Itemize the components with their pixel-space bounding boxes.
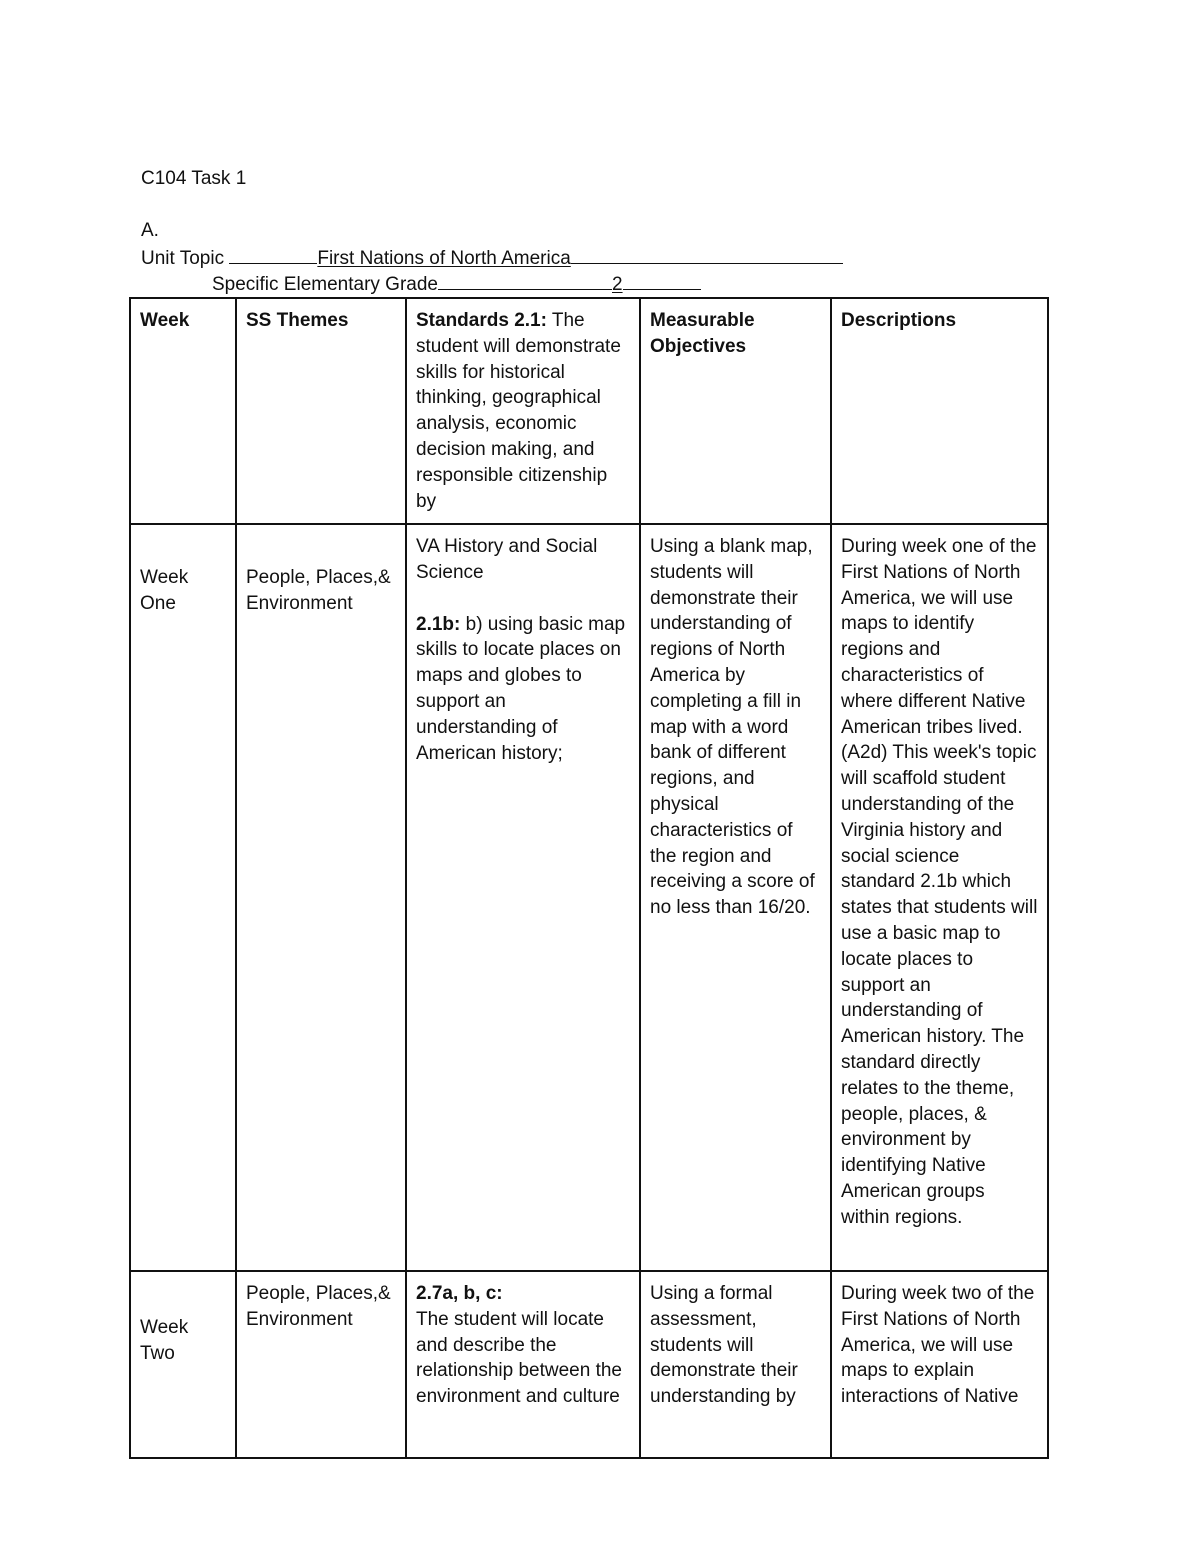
week-cell: Week One [130, 524, 236, 1271]
standard-cell [406, 524, 640, 1271]
unit-plan-table [129, 297, 1049, 1459]
grade-label: Specific Elementary Grade [212, 274, 438, 295]
section-label: A. [141, 220, 159, 241]
blank-line [571, 246, 843, 264]
theme-cell: People, Places,& Environment [236, 524, 406, 1271]
unit-topic-value: First Nations of North America [317, 248, 571, 269]
header-descriptions: Descriptions [831, 298, 1048, 524]
standards-description: The student will demonstrate skills for historical thinking, geographical analysis, economic decision making, and responsible citizenship by [416, 310, 621, 512]
standard-text: b) using basic map skills to locate places on maps and globes to support an understanding of American history; [416, 613, 626, 764]
header-standards [406, 298, 640, 524]
header-measurable-objectives: Measurable Objectives [640, 298, 831, 524]
grade-value: 2 [612, 274, 623, 295]
unit-topic-line [141, 246, 843, 270]
blank-line [623, 272, 701, 290]
objective-cell: Using a formal assessment, students will demonstrate their understanding by [640, 1271, 831, 1458]
standard-code: 2.1b: [416, 613, 461, 635]
week-cell: Week Two [130, 1271, 236, 1458]
standard-intro: VA History and Social Science [416, 536, 598, 583]
description-cell: During week two of the First Nations of North America, we will use maps to explain interactions of Native [831, 1271, 1048, 1458]
objective-cell: Using a blank map, students will demonstrate their understanding of regions of North America by completing a fill in map with a word bank of different regions, and physical characteristics of the region and receiving a score of no less than 16/20. [640, 524, 831, 1271]
grade-line [212, 272, 701, 296]
header-week: Week [130, 298, 236, 524]
table-row [130, 1271, 1048, 1458]
blank-line [438, 272, 612, 290]
document-title: C104 Task 1 [141, 168, 247, 189]
description-cell: During week one of the First Nations of North America, we will use maps to identify regions and characteristics of where different Native American tribes lived. (A2d) This week's topic will scaffold student understanding of the Virginia history and social science standard 2.1b which states that students will use a basic map to locate places to support an understanding of American history. The standard directly relates to the theme, people, places, & environment by identifying Native American groups within regions. [831, 524, 1048, 1271]
standard-code: 2.7a, b, c: [416, 1283, 503, 1304]
standard-text: The student will locate and describe the relationship between the environment and culture [416, 1308, 622, 1408]
table-header-row [130, 298, 1048, 524]
standards-heading: Standards 2.1: [416, 310, 547, 331]
table-row [130, 524, 1048, 1271]
header-ss-themes: SS Themes [236, 298, 406, 524]
spacer [416, 586, 630, 612]
standard-cell [406, 1271, 640, 1458]
unit-topic-label: Unit Topic [141, 248, 230, 269]
blank-line [229, 246, 317, 264]
standard-body [416, 612, 630, 767]
theme-cell: People, Places,& Environment [236, 1271, 406, 1458]
